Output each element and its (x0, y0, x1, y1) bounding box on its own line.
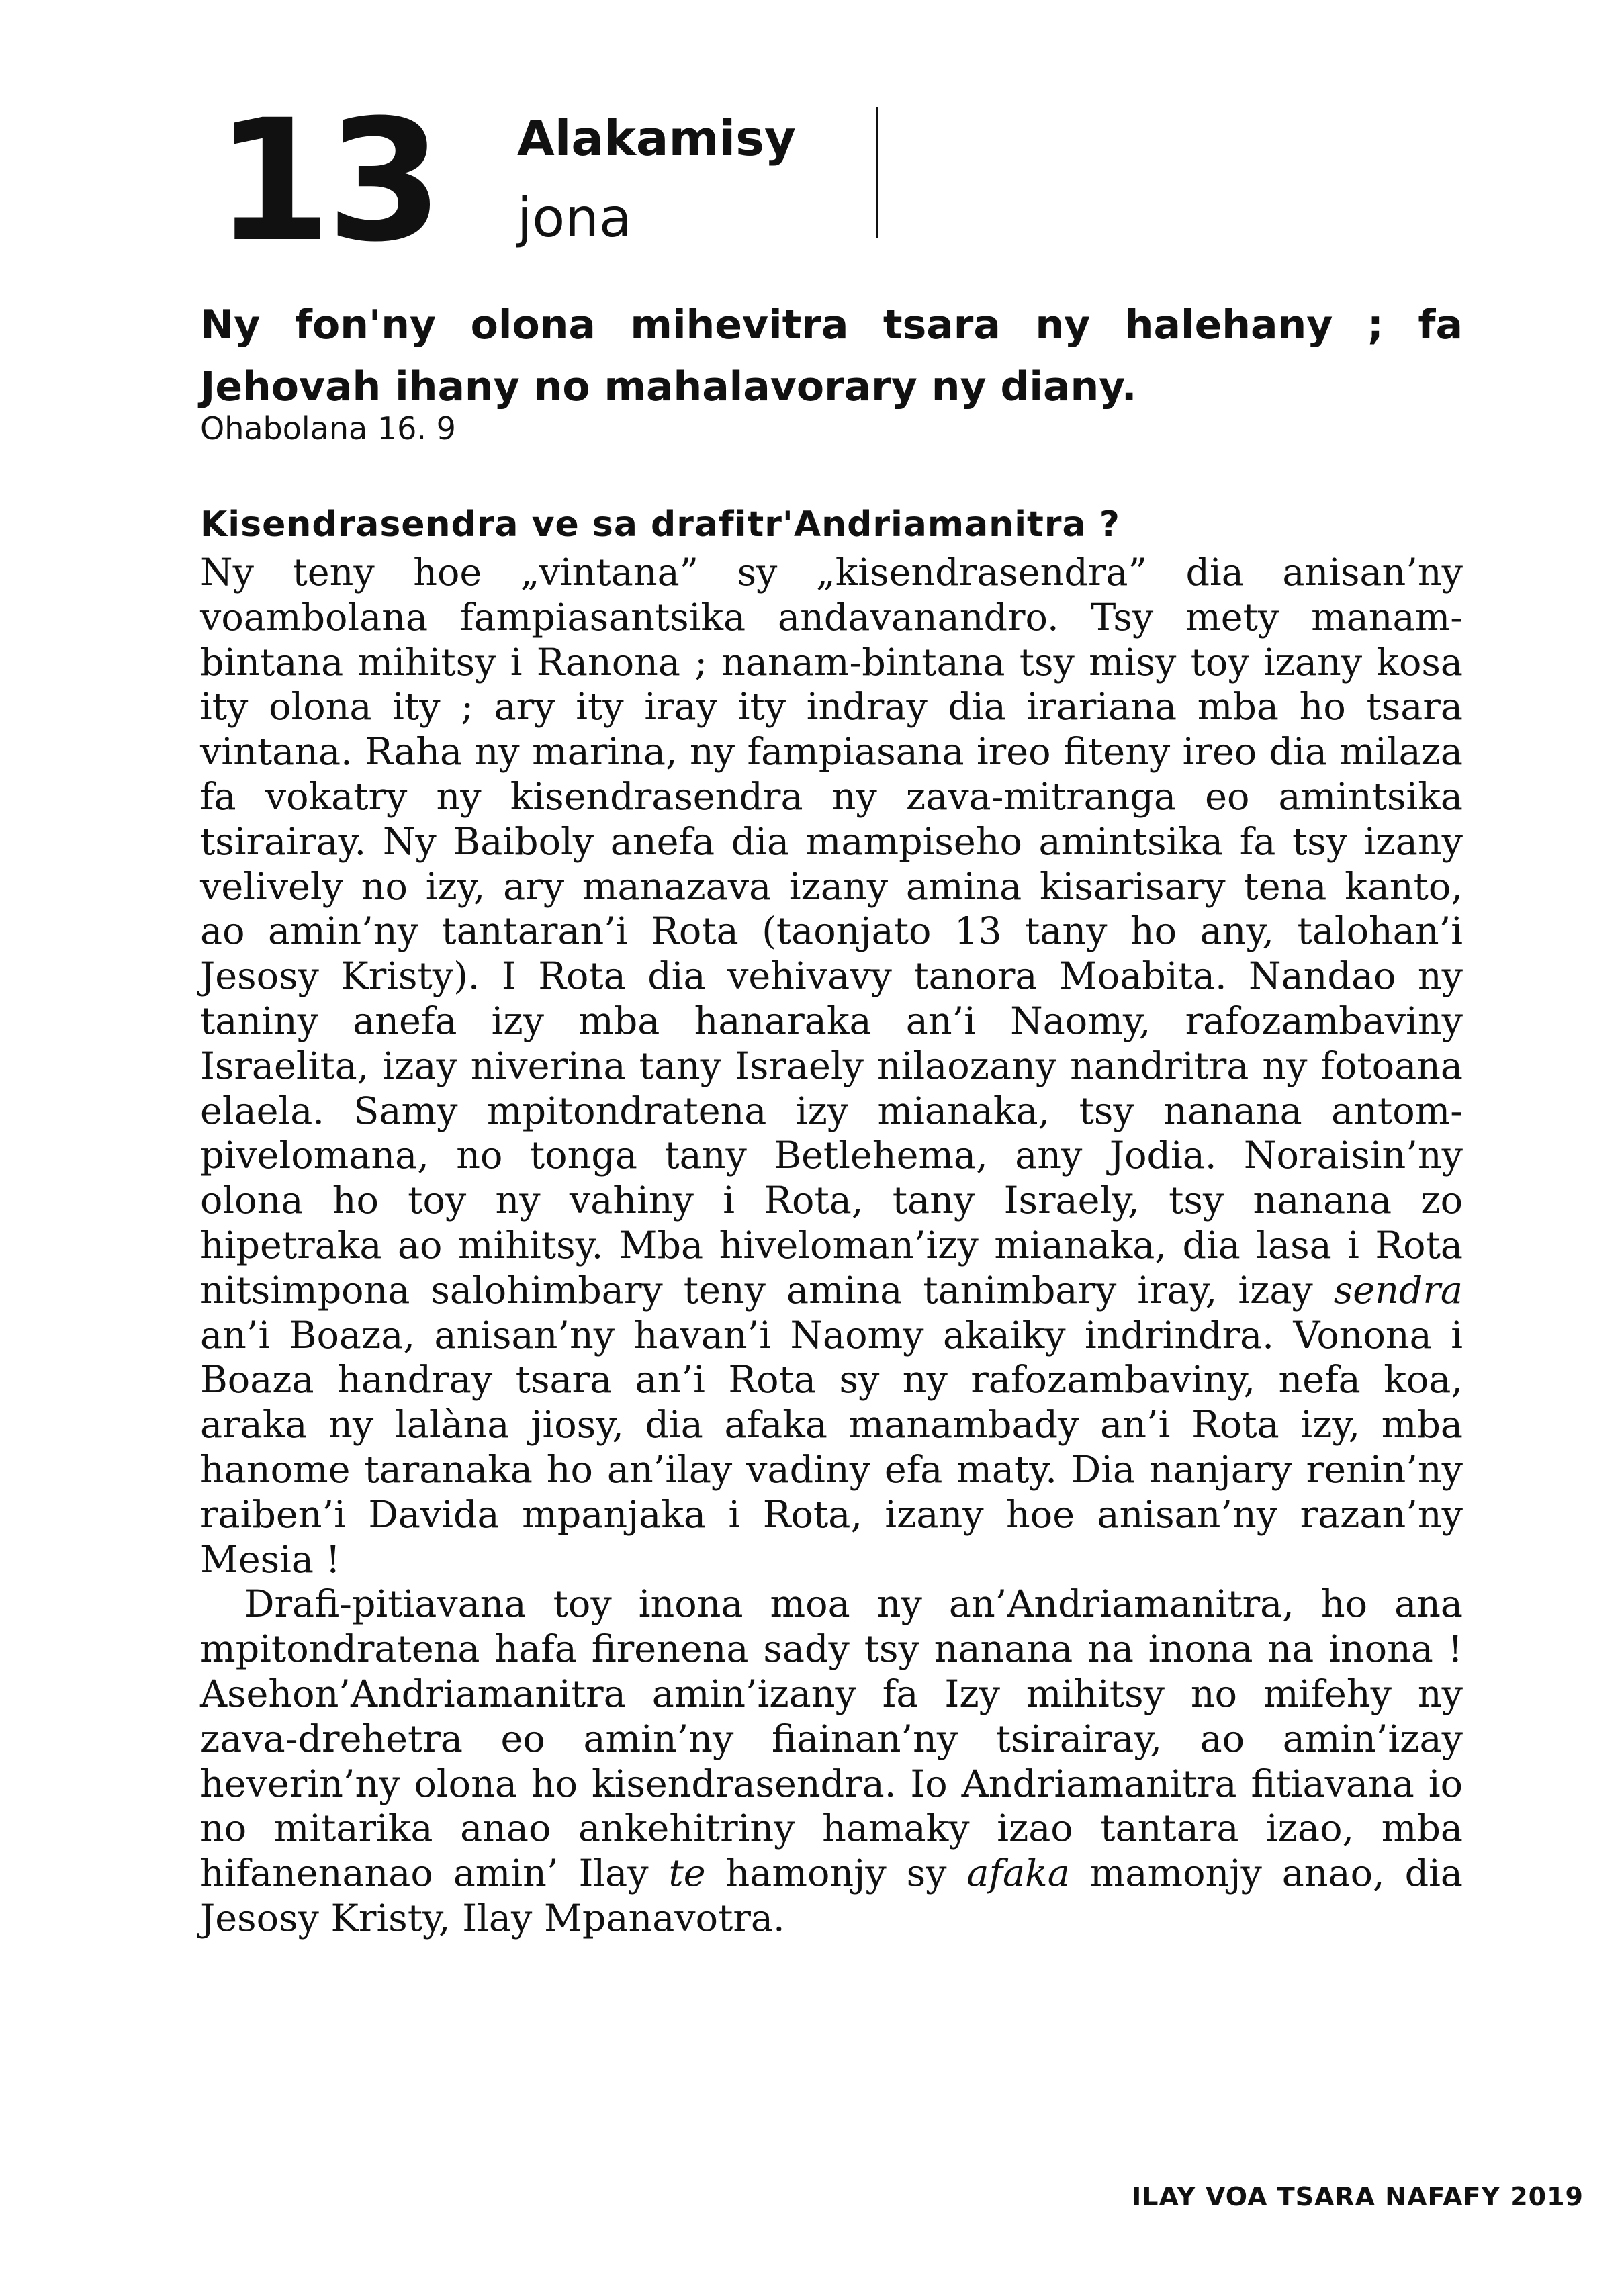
paragraph-1-text: Ny teny hoe „vintana” sy „kisendrasendra” dia anisan’ny voambolana fampiasantsika andavanandro. Tsy mety manam-bintana mihitsy i Ranona ; nanam-bintana tsy misy toy izany kosa ity olona ity ; ary ity iray ity indray dia irariana mba ho tsara vintana. Raha ny marina, ny fampiasana ireo fiteny ireo dia milaza fa vokatry ny kisendrasendra ny zava-mitranga eo amintsika tsirairay. Ny Baiboly anefa dia mampiseho amintsika fa tsy izany velively no izy, ary manazava izany amina kisarisary tena kanto, ao amin’ny tantaran’i Rota (taonjato 13 tany ho any, talohan’i Jesosy Kristy). I Rota dia vehivavy tanora Moabita. Nandao ny taniny anefa izy mba hanaraka an’i Naomy, rafozambaviny Israelita, izay niverina tany Israely nilaozany nandritra ny fotoana elaela. Samy mpitondratena izy mianaka, tsy nanana antom-pivelomana, no tonga tany Betlehema, any Jodia. Noraisin’ny olona ho toy ny vahiny i Rota, tany Israely, tsy nanana zo hipetraka ao mihitsy. Mba hiveloman’izy mianaka, dia lasa i Rota nitsimpona salohimbary teny amina tanimbary iray, izay (200, 551, 1463, 1312)
paragraph-2-text: Drafi-pitiavana toy inona moa ny an’Andriamanitra, ho ana mpitondratena hafa firenena sady tsy nanana na inona na inona ! Asehon’Andriamanitra amin’izany fa Izy mihitsy no mifehy ny zava-drehetra eo amin’ny fiainan’ny tsirairay, ao amin’izay heverin’ny olona ho kisendrasendra. Io Andriamanitra fitiavana io no mitarika anao ankehitriny hamaky izao tantara izao, mba hifanenanao amin’ Ilay (200, 1582, 1463, 1896)
emphasis-afaka: afaka (966, 1852, 1070, 1896)
paragraph-1-end: an’i Boaza, anisan’ny havan’i Naomy akaiky indrindra. Vonona i Boaza handray tsara an’i Rota sy ny rafozambaviny, nefa koa, araka ny lalàna jiosy, dia afaka manambady an’i Rota izy, mba hanome taranaka ho an’ilay vadiny efa maty. Dia nanjary renin’ny raiben’i Davida mpanjaka i Rota, izany hoe anisan’ny razan’ny Mesia ! (200, 1313, 1463, 1582)
footer-title: ILAY VOA TSARA NAFAFY 2019 (1132, 2182, 1584, 2212)
article-heading: Kisendrasendra ve sa drafitr'Andriamanitra ? (200, 504, 1120, 545)
paragraph-1 (200, 551, 1463, 1582)
header-divider (876, 107, 878, 238)
verse-text: Ny fon'ny olona mihevitra tsara ny halehany ; fa Jehovah ihany no mahalavorary ny diany. (200, 302, 1463, 410)
article-body (200, 551, 1463, 1942)
month: jona (517, 187, 632, 249)
verse-reference: Ohabolana 16. 9 (200, 410, 456, 447)
emphasis-sendra: sendra (1333, 1268, 1463, 1312)
day-number: 13 (215, 83, 438, 279)
weekday: Alakamisy (517, 110, 796, 167)
emphasis-te: te (668, 1852, 706, 1896)
paragraph-2-mid: hamonjy sy (725, 1852, 947, 1896)
paragraph-2 (200, 1582, 1463, 1941)
paragraph-2-end: mamonjy anao, dia Jesosy Kristy, Ilay Mpanavotra. (200, 1852, 1463, 1940)
